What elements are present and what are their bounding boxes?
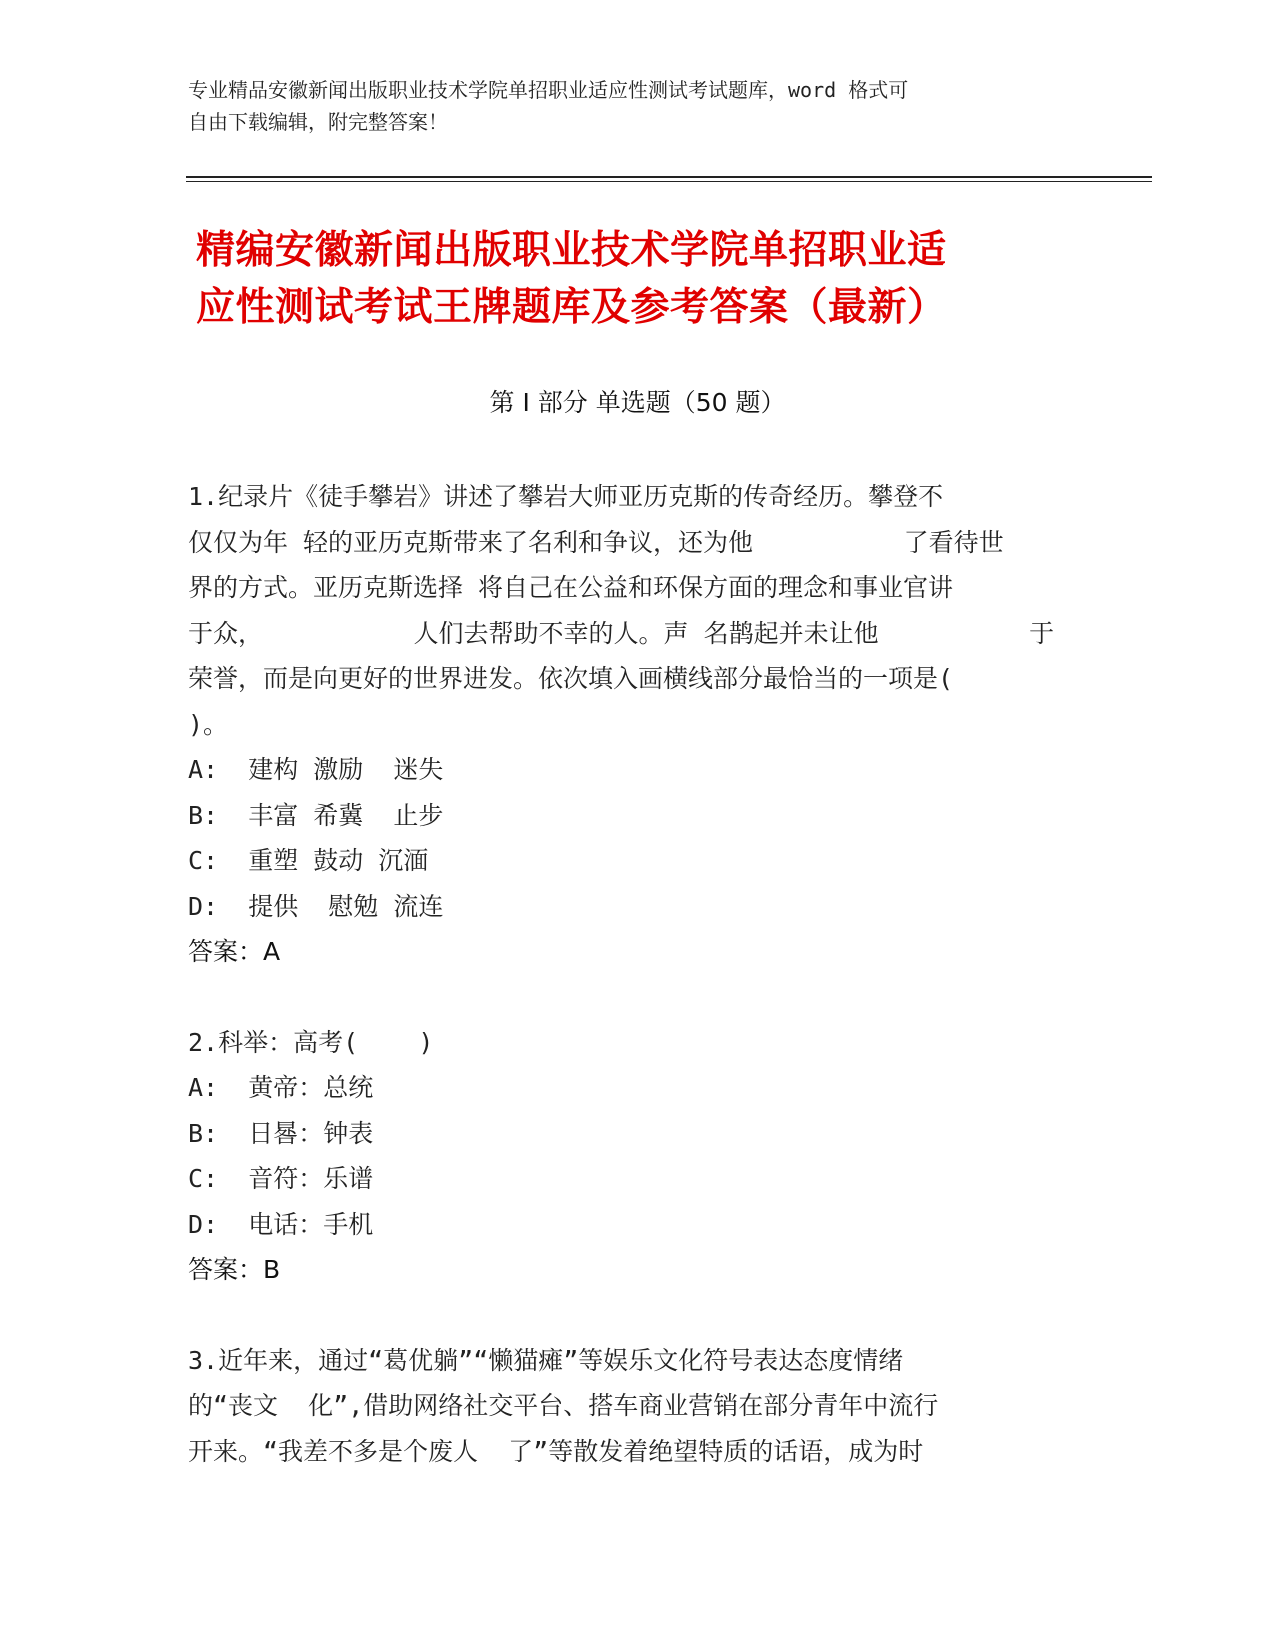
question-stem-line: 的“丧文 化”,借助网络社交平台、搭车商业营销在部分青年中流行: [188, 1391, 939, 1420]
option-a: A: 黄帝：总统: [188, 1073, 374, 1102]
question-2: [188, 1020, 1068, 1293]
question-stem-line: 开来。“我差不多是个废人 了”等散发着绝望特质的话语，成为时: [188, 1436, 924, 1466]
option-d: D: 电话：手机: [188, 1209, 374, 1239]
header-note: [188, 74, 1088, 138]
option-a: A: 建构 激励 迷失: [188, 755, 444, 784]
spacer: [188, 975, 1068, 1020]
question-stem-line: 1.纪录片《徒手攀岩》讲述了攀岩大师亚历克斯的传奇经历。攀登不: [188, 482, 944, 511]
document-title: [196, 222, 1116, 336]
option-c: C: 音符：乐谱: [188, 1164, 374, 1193]
question-stem-line: 仅仅为年 轻的亚历克斯带来了名利和争议，还为他 了看待世: [188, 527, 1004, 557]
option-b: B: 日晷：钟表: [188, 1118, 374, 1148]
header-divider-thin: [186, 181, 1152, 182]
title-line: 精编安徽新闻出版职业技术学院单招职业适: [196, 228, 947, 273]
question-stem-line: 于众， 人们去帮助不幸的人。声 名鹊起并未让他 于: [188, 618, 1055, 648]
question-stem-line: 荣誉，而是向更好的世界进发。依次填入画横线部分最恰当的一项是(: [188, 664, 954, 693]
title-line: 应性测试考试王牌题库及参考答案（最新）: [196, 285, 947, 330]
section-heading: 第 I 部分 单选题（50 题）: [489, 388, 786, 417]
question-stem-line: )。: [188, 709, 229, 739]
question-1: [188, 474, 1068, 975]
answer: 答案：B: [188, 1255, 281, 1284]
header-note-line: 专业精品安徽新闻出版职业技术学院单招职业适应性测试考试题库，word 格式可: [188, 78, 909, 102]
answer: 答案：A: [188, 937, 281, 966]
question-3: [188, 1338, 1068, 1475]
option-d: D: 提供 慰勉 流连: [188, 891, 444, 921]
option-b: B: 丰富 希冀 止步: [188, 800, 444, 830]
header-divider: [186, 176, 1152, 178]
question-stem-line: 2.科举：高考( ): [188, 1027, 434, 1057]
option-c: C: 重塑 鼓动 沉湎: [188, 846, 429, 875]
question-list: [188, 474, 1068, 1474]
spacer: [188, 1293, 1068, 1338]
question-stem-line: 界的方式。亚历克斯选择 将自己在公益和环保方面的理念和事业官讲: [188, 573, 954, 602]
header-note-line: 自由下载编辑，附完整答案！: [188, 110, 448, 134]
question-stem-line: 3.近年来，通过“葛优躺”“懒猫瘫”等娱乐文化符号表达态度情绪: [188, 1345, 904, 1375]
